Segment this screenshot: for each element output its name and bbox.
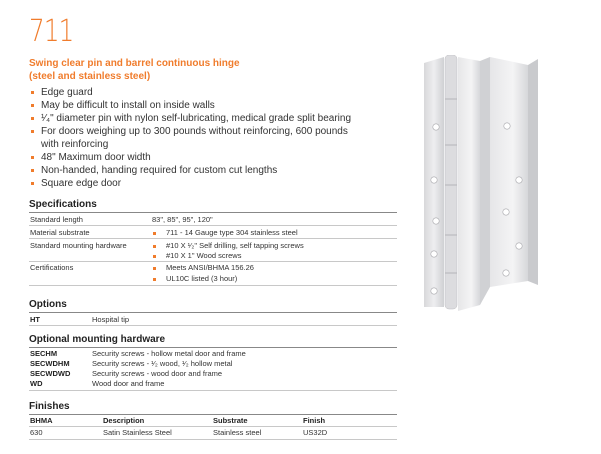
hardware-desc: Security screws - ¹⁄₂ wood, ¹⁄₂ hollow metal	[92, 359, 233, 368]
spec-label: Standard length	[30, 215, 83, 224]
feature-item: May be difficult to install on inside walls	[29, 99, 389, 112]
divider	[29, 347, 397, 348]
hardware-code: SECHM	[30, 349, 58, 358]
spec-label: Standard mounting hardware	[30, 241, 127, 250]
product-number: 711	[29, 14, 74, 49]
optional-hardware-heading: Optional mounting hardware	[29, 334, 166, 345]
hardware-code: SECWDWD	[30, 369, 71, 378]
spec-value: 83", 85", 95", 120"	[152, 215, 213, 224]
spec-value: UL10C listed (3 hour)	[166, 274, 238, 283]
spec-value: Meets ANSI/BHMA 156.26	[166, 263, 254, 272]
divider	[29, 225, 397, 226]
hardware-desc: Security screws - wood door and frame	[92, 369, 223, 378]
bullet-icon	[153, 245, 156, 248]
option-desc: Hospital tip	[92, 315, 130, 324]
hardware-desc: Security screws - hollow metal door and frame	[92, 349, 246, 358]
bullet-icon	[153, 255, 156, 258]
finishes-col-header: Description	[103, 416, 145, 425]
divider	[29, 325, 397, 326]
feature-item: Square edge door	[29, 177, 389, 190]
finishes-col-header: Substrate	[213, 416, 248, 425]
feature-item: For doors weighing up to 300 pounds without reinforcing, 600 pounds	[29, 125, 389, 138]
product-subtitle	[29, 57, 329, 83]
finishes-col-header: BHMA	[30, 416, 53, 425]
divider	[29, 238, 397, 239]
spec-label: Material substrate	[30, 228, 90, 237]
divider	[29, 261, 397, 262]
feature-item: 48" Maximum door width	[29, 151, 389, 164]
finishes-cell: US32D	[303, 428, 328, 437]
feature-item: ¹⁄₄" diameter pin with nylon self-lubricating, medical grade split bearing	[29, 112, 389, 125]
spec-value: #10 X 1" Wood screws	[166, 251, 242, 260]
divider	[29, 426, 397, 427]
hardware-code: WD	[30, 379, 43, 388]
bullet-icon	[153, 278, 156, 281]
finishes-heading: Finishes	[29, 401, 70, 412]
spec-label: Certifications	[30, 263, 74, 272]
option-code: HT	[30, 315, 40, 324]
bullet-icon	[153, 267, 156, 270]
subtitle-line-2: (steel and stainless steel)	[29, 71, 151, 82]
spec-value: #10 X ¹⁄₂" Self drilling, self tapping screws	[166, 241, 304, 250]
divider	[29, 439, 397, 440]
feature-item: Non-handed, handing required for custom cut lengths	[29, 164, 389, 177]
finishes-cell: Stainless steel	[213, 428, 262, 437]
divider	[29, 285, 397, 286]
divider	[29, 212, 397, 213]
specifications-heading: Specifications	[29, 199, 97, 210]
hinge-product-image	[420, 55, 550, 315]
finishes-cell: Satin Stainless Steel	[103, 428, 172, 437]
feature-list	[29, 86, 389, 190]
divider	[29, 390, 397, 391]
bullet-icon	[153, 232, 156, 235]
feature-item-continuation: with reinforcing	[41, 139, 109, 150]
divider	[29, 414, 397, 415]
finishes-col-header: Finish	[303, 416, 326, 425]
finishes-cell: 630	[30, 428, 43, 437]
hardware-code: SECWDHM	[30, 359, 70, 368]
hardware-desc: Wood door and frame	[92, 379, 165, 388]
options-heading: Options	[29, 299, 67, 310]
subtitle-line-1: Swing clear pin and barrel continuous hinge	[29, 58, 240, 69]
divider	[29, 312, 397, 313]
spec-value: 711 - 14 Gauge type 304 stainless steel	[166, 228, 298, 237]
feature-item: Edge guard	[29, 86, 389, 99]
